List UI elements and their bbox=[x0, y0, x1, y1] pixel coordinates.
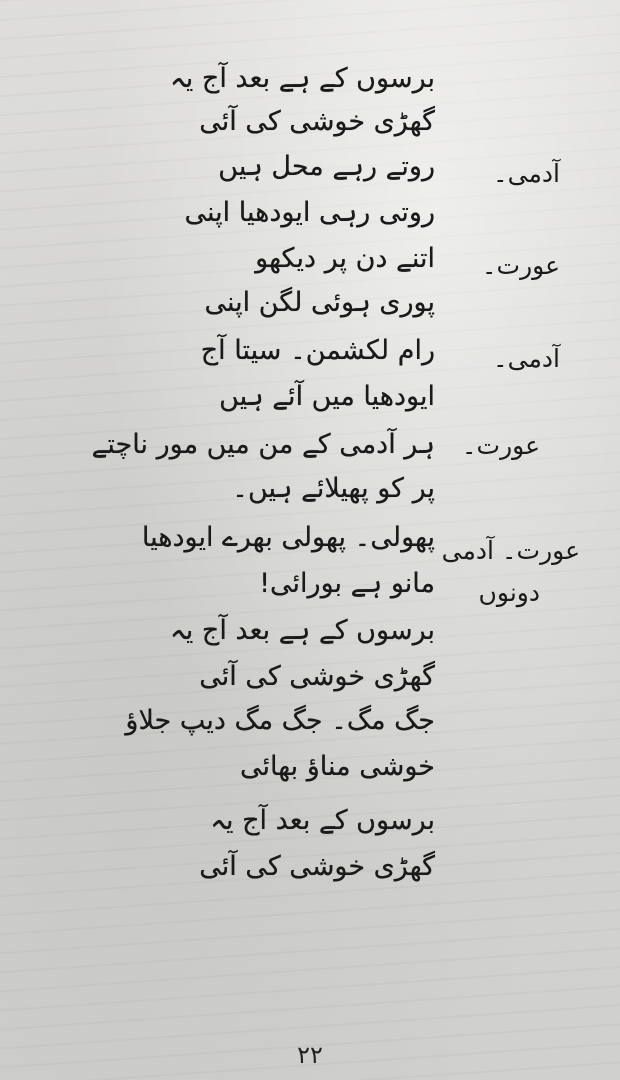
verse-line: روتی رہی ایودھیا اپنی bbox=[184, 197, 435, 228]
verse-line: گھڑی خوشی کی آئی bbox=[199, 851, 435, 882]
verse-line: گھڑی خوشی کی آئی bbox=[199, 106, 435, 137]
verse-line: مانو ہے بورائی! bbox=[259, 568, 435, 599]
verse-line: روتے رہے محل ہیں bbox=[218, 151, 435, 182]
verse-line: برسوں کے بعد آج یہ bbox=[210, 805, 435, 836]
speaker-label-woman-man: عورت۔ آدمی bbox=[441, 536, 580, 565]
verse-line: برسوں کے ہے بعد آج یہ bbox=[169, 63, 435, 94]
verse-line: پر کو پھیلائے ہیں۔ bbox=[232, 473, 435, 504]
verse-line: رام لکشمن۔ سیتا آج bbox=[200, 335, 435, 366]
verse-line: ہر آدمی کے من میں مور ناچتے bbox=[91, 429, 435, 460]
speaker-label-woman: عورت۔ bbox=[481, 251, 560, 280]
speaker-label-man: آدمی۔ bbox=[493, 159, 560, 188]
verse-line: برسوں کے ہے بعد آج یہ bbox=[169, 615, 435, 646]
verse-line: خوشی مناؤ بھائی bbox=[239, 751, 435, 782]
page-number: ۲۲ bbox=[297, 1041, 323, 1069]
verse-line: جگ مگ۔ جگ مگ دیپ جلاؤ bbox=[125, 705, 435, 736]
verse-line: ایودھیا میں آئے ہیں bbox=[219, 381, 435, 412]
verse-line: اتنے دن پر دیکھو bbox=[255, 243, 435, 274]
verse-line: گھڑی خوشی کی آئی bbox=[199, 661, 435, 692]
verse-line: پوری ہوئی لگن اپنی bbox=[204, 287, 435, 318]
speaker-label-man: آدمی۔ bbox=[493, 344, 560, 373]
verse-line: پھولی۔ پھولی بھرے ایودھیا bbox=[141, 522, 435, 553]
speaker-label-woman: عورت۔ bbox=[461, 431, 540, 460]
speaker-label-both: دونوں bbox=[478, 578, 540, 607]
